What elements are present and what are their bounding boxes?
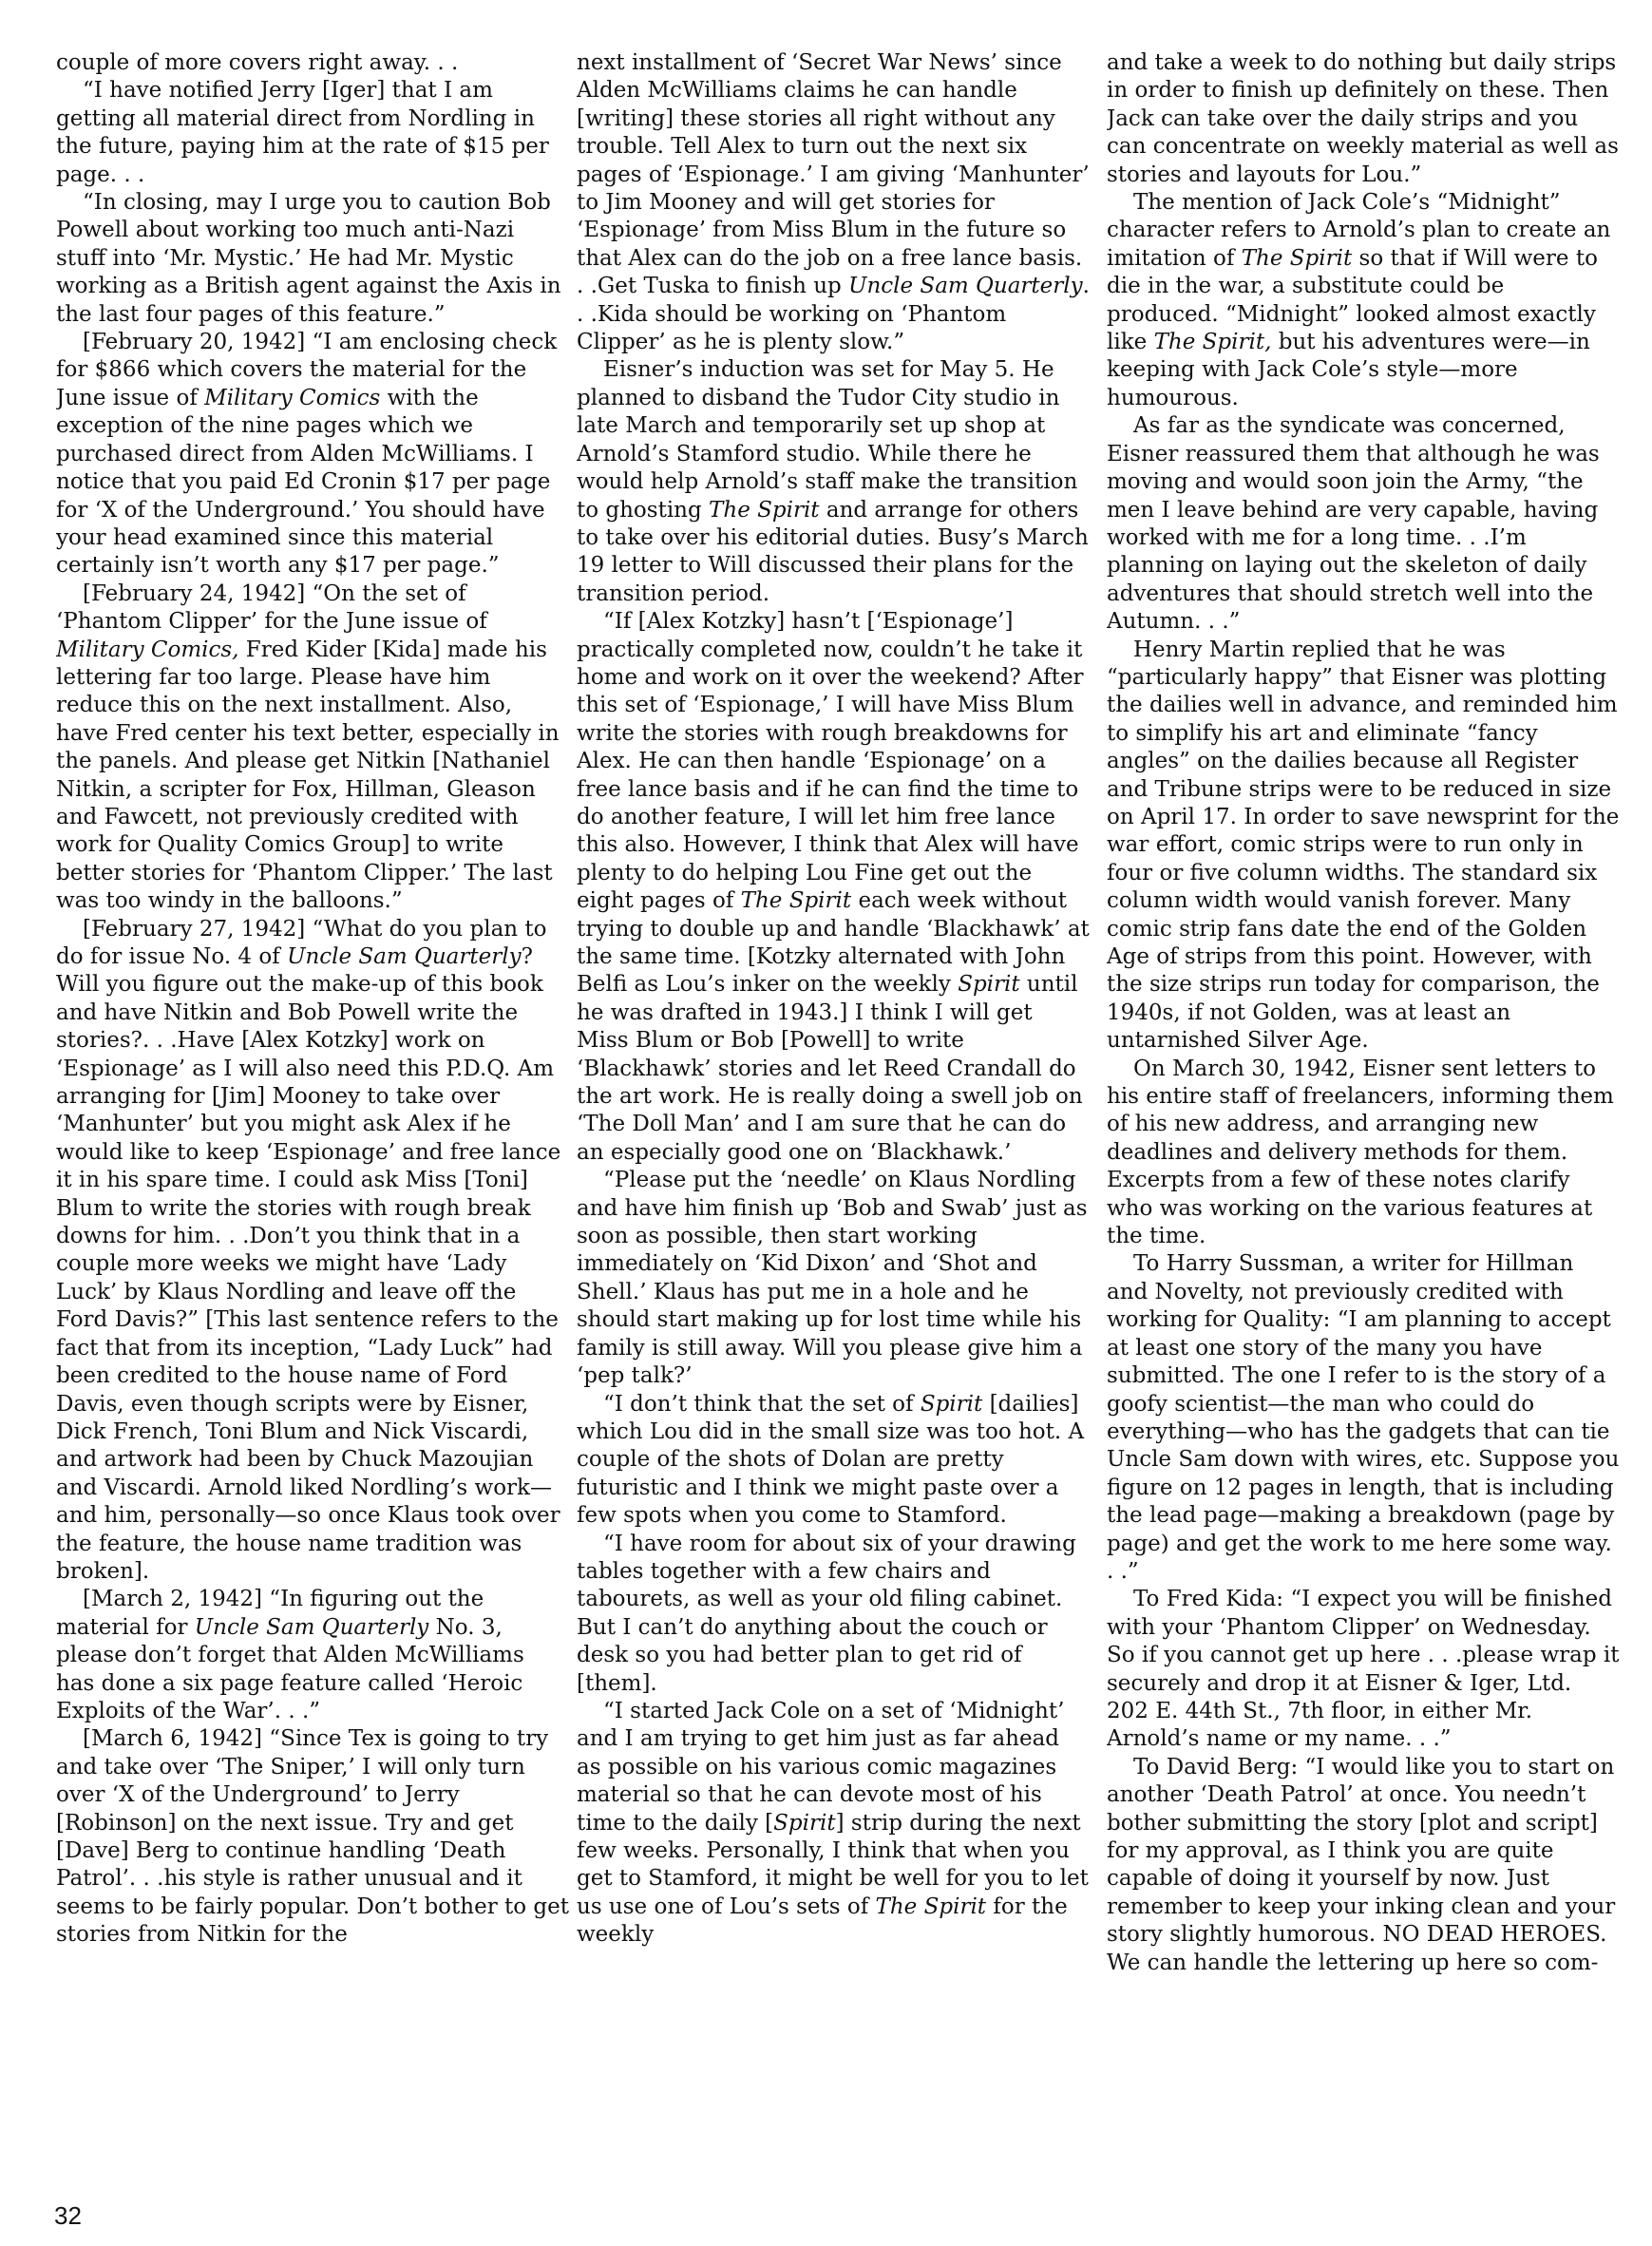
text-run: next installment of ‘Secret War News’ since Alden McWilliams claims he can handle [writing] these stories all right without any trouble. Tell Alex to turn out the next six pages of ‘Espionage.’ I am giving ‘Manhunter’ to Jim Mooney and will get stories for ‘Espionage’ from Miss Blum in the future so that Alex can do the job on a free lance basis. . .Get Tuska to finish up — [577, 50, 1090, 299]
italic-title: Spirit — [920, 1391, 983, 1417]
paragraph — [577, 49, 1090, 356]
italic-title: The Spirit — [875, 1894, 987, 1919]
text-run: [February 24, 1942] “On the set of ‘Phantom Clipper’ for the June issue of — [56, 581, 487, 635]
paragraph — [1107, 1586, 1620, 1753]
paragraph — [1107, 1250, 1620, 1586]
paragraph — [1107, 637, 1620, 1056]
italic-title: Military Comics, — [56, 637, 239, 662]
paragraph — [56, 329, 569, 581]
text-run: [February 27, 1942] “What do you plan to do for issue No. 4 of — [56, 916, 547, 969]
paragraph — [577, 608, 1090, 1167]
text-run: The mention of Jack Cole’s “Midnight” character refers to Arnold’s plan to create an imitation of — [1107, 190, 1611, 271]
paragraph — [577, 356, 1090, 608]
text-run: couple of more covers right away. . . — [56, 50, 459, 75]
paragraph — [1107, 412, 1620, 636]
text-run: To David Berg: “I would like you to start on another ‘Death Patrol’ at once. You needn’t bother submitting the story [plot and script] for my approval, as I think you are quite capable of doing it yourself by now. Just remember to keep your inking clean and your story slightly humorous. NO DEAD HEROES. We can handle the lettering up here so com- — [1107, 1754, 1616, 1975]
paragraph — [56, 77, 569, 189]
paragraph — [577, 1167, 1090, 1390]
text-run: “Please put the ‘needle’ on Klaus Nordling and have him finish up ‘Bob and Swab’ just as soon as possible, then start working immediately on ‘Kid Dixon’ and ‘Shot and Shell.’ Klaus has put me in a hole and he should start making up for lost time while his family is still away. Will you please give him a ‘pep talk?’ — [577, 1168, 1088, 1389]
text-column-3 — [1107, 49, 1620, 2197]
italic-title: Spirit — [773, 1810, 836, 1836]
text-run: . . .Kida should be working on ‘Phantom Clipper’ as he is plenty slow.” — [577, 274, 1090, 355]
paragraph — [56, 49, 569, 77]
italic-title: The Spirit — [709, 497, 820, 523]
text-run: [February 20, 1942] “I am enclosing check for $866 which covers the material for the June issue of — [56, 330, 558, 410]
paragraph — [56, 1586, 569, 1725]
italic-title: Uncle Sam Quarterly — [194, 1614, 429, 1640]
text-run: until he was drafted in 1943.] I think I will get Miss Blum or Bob [Powell] to write ‘Blackhawk’ stories and let Reed Crandall do the art work. He is really doing a swell job on ‘The Doll Man’ and I am sure that he can do an especially good one on ‘Blackhawk.’ — [577, 972, 1083, 1165]
paragraph — [56, 916, 569, 1587]
paragraph — [1107, 1056, 1620, 1251]
text-run: with the exception of the nine pages which we purchased direct from Alden McWilliams. I notice that you paid Ed Cronin $17 per page for ‘X of the Underground.’ You should have your head examined since this material certainly isn’t worth any $17 per page.” — [56, 385, 551, 579]
text-run: Fred Kider [Kida] made his lettering far too large. Please have him reduce this on the next installment. Also, have Fred center his text better, especially in the panels. And please get Nitkin [Nathaniel Nitkin, a scripter for Fox, Hillman, Gleason and Fawcett, not previously credited with work for Quality Comics Group] to write better stories for ‘Phantom Clipper.’ The last was too windy in the balloons.” — [56, 637, 560, 914]
paragraph — [1107, 49, 1620, 189]
italic-title: Uncle Sam Quarterly — [848, 274, 1083, 299]
paragraph — [56, 581, 569, 916]
text-run: ] strip during the next few weeks. Personally, I think that when you get to Stamford, it might be well for you to let us use one of Lou’s sets of — [577, 1810, 1089, 1919]
paragraph — [1107, 1754, 1620, 1977]
text-column-2 — [577, 49, 1090, 2197]
paragraph — [56, 1725, 569, 1949]
text-column-1 — [56, 49, 569, 2197]
italic-title: Spirit — [958, 972, 1020, 998]
paragraph — [577, 1391, 1090, 1531]
text-run: “I have room for about six of your drawing tables together with a few chairs and tabourets, as well as your old filing cabinet. But I can’t do anything about the couch or desk so you had better plan to get rid of [them]. — [577, 1531, 1076, 1696]
text-run: Eisner’s induction was set for May 5. He planned to disband the Tudor City studio in late March and temporarily set up shop at Arnold’s Stamford studio. While there he would help Arnold’s staff make the transition to ghosting — [577, 357, 1078, 523]
text-run: but his adventures were—in keeping with Jack Cole’s style—more humourous. — [1107, 330, 1590, 410]
text-run: As far as the syndicate was concerned, Eisner reassured them that although he was moving and would soon join the Army, “the men I leave behind are very capable, having worked with me for a long time. . .I’m planning on laying out the skeleton of daily adventures that should stretch well into the Autumn. . .” — [1107, 413, 1600, 635]
text-run: [March 6, 1942] “Since Tex is going to try and take over ‘The Sniper,’ I will only turn over ‘X of the Underground’ to Jerry [Robinson] on the next issue. Try and get [Dave] Berg to continue handling ‘Death Patrol’. . .his style is rather unusual and it seems to be fairly popular. Don’t bother to get stories from Nitkin for the — [56, 1726, 569, 1948]
text-run: “I started Jack Cole on a set of ‘Midnight’ and I am trying to get him just as far ahead as possible on his various comic magazines material so that he can devote most of his time to the daily [ — [577, 1698, 1065, 1836]
text-run: so that if Will were to die in the war, a substitute could be produced. “Midnight” looked almost exactly like — [1107, 245, 1598, 355]
text-run: and arrange for others to take over his editorial duties. Busy’s March 19 letter to Will discussed their plans for the transition period. — [577, 497, 1089, 606]
paragraph — [577, 1698, 1090, 1950]
text-run: for the weekly — [577, 1894, 1068, 1948]
text-run: “If [Alex Kotzky] hasn’t [‘Espionage’] practically completed now, couldn’t he take it home and work on it over the weekend? After this set of ‘Espionage,’ I will have Miss Blum write the stories with rough breakdowns for Alex. He can then handle ‘Espionage’ on a free lance basis and if he can find the time to do another feature, I will let him free lance this also. However, I think that Alex will have plenty to do helping Lou Fine get out the eight pages of — [577, 609, 1084, 914]
text-run: On March 30, 1942, Eisner sent letters to his entire staff of freelancers, informing them of his new address, and arranging new deadlines and delivery methods for them. Excerpts from a few of these notes clarify who was working on the various features at the time. — [1107, 1056, 1614, 1249]
text-run: To Fred Kida: “I expect you will be finished with your ‘Phantom Clipper’ on Wednesday. So if you cannot get up here . . .please wrap it securely and drop it at Eisner & Iger, Ltd. 202 E. 44th St., 7th floor, in either Mr. Arnold’s name or my name. . .” — [1107, 1587, 1620, 1752]
italic-title: Uncle Sam Quarterly — [287, 944, 522, 969]
text-run: “I don’t think that the set of — [603, 1391, 921, 1417]
text-run: To Harry Sussman, a writer for Hillman and Novelty, not previously credited with working for Quality: “I am planning to accept at least one story of the many you have submitted. The one I refer to is the story of a goofy scientist—the man who could do everything—who has the gadgets that can tie Uncle Sam down with wires, etc. Suppose you figure on 12 pages in length, that is including the lead page—making a breakdown (page by page) and get the work to me here some way. . .” — [1107, 1251, 1620, 1584]
text-run: ? Will you figure out the make-up of this book and have Nitkin and Bob Powell write the stories?. . .Have [Alex Kotzky] work on ‘Espionage’ as I will also need this P.D.Q. Am arranging for [Jim] Mooney to take over ‘Manhunter’ but you might ask Alex if he would like to keep ‘Espionage’ and free lance it in his spare time. I could ask Miss [Toni] Blum to write the stories with rough break downs for him. . .Don’t you think that in a couple more weeks we might have ‘Lady Luck’ by Klaus Nordling and leave off the Ford Davis?” [This last sentence refers to the fact that from its inception, “Lady Luck” had been credited to the house name of Ford Davis, even though scripts were by Eisner, Dick French, Toni Blum and Nick Viscardi, and artwork had been by Chuck Mazoujian and Viscardi. Arnold liked Nordling’s work—and him, personally—so once Klaus took over the feature, the house name tradition was broken]. — [56, 944, 561, 1584]
italic-title: Military Comics — [204, 385, 381, 410]
page-number: 32 — [54, 2201, 82, 2230]
text-run: and take a week to do nothing but daily strips in order to finish up definitely on these. Then Jack can take over the daily strips and you can concentrate on weekly material as well as stories and layouts for Lou.” — [1107, 50, 1619, 187]
paragraph — [577, 1531, 1090, 1698]
text-run: [March 2, 1942] “In figuring out the material for — [56, 1587, 484, 1640]
text-run: No. 3, please don’t forget that Alden McWilliams has done a six page feature called ‘Heroic Exploits of the War’. . .” — [56, 1614, 524, 1723]
italic-title: The Spirit — [1241, 245, 1353, 271]
text-run: “In closing, may I urge you to caution Bob Powell about working too much anti-Nazi stuff into ‘Mr. Mystic.’ He had Mr. Mystic working as a British agent against the Axis in the last four pages of this feature.” — [56, 190, 561, 327]
text-run: “I have notified Jerry [Iger] that I am getting all material direct from Nordling in the future, paying him at the rate of $15 per page. . . — [56, 78, 549, 187]
paragraph — [1107, 189, 1620, 412]
text-run: Henry Martin replied that he was “particularly happy” that Eisner was plotting the dailies well in advance, and reminded him to simplify his art and eliminate “fancy angles” on the dailies because all Register and Tribune strips were to be reduced in size on April 17. In order to save newsprint for the war effort, comic strips were to run only in four or five column widths. The standard six column width would vanish forever. Many comic strip fans date the end of the Golden Age of strips from this point. However, with the size strips run today for comparison, the 1940s, if not Golden, was at least an untarnished Silver Age. — [1107, 637, 1620, 1054]
paragraph — [56, 189, 569, 329]
italic-title: The Spirit, — [1153, 330, 1272, 355]
text-run: each week without trying to double up and handle ‘Blackhawk’ at the same time. [Kotzky alternated with John Belfi as Lou’s inker on the weekly — [577, 888, 1090, 998]
text-run: [dailies] which Lou did in the small size was too hot. A couple of the shots of Dolan are pretty futuristic and I think we might paste over a few spots when you come to Stamford. — [577, 1391, 1085, 1529]
italic-title: The Spirit — [740, 888, 852, 914]
